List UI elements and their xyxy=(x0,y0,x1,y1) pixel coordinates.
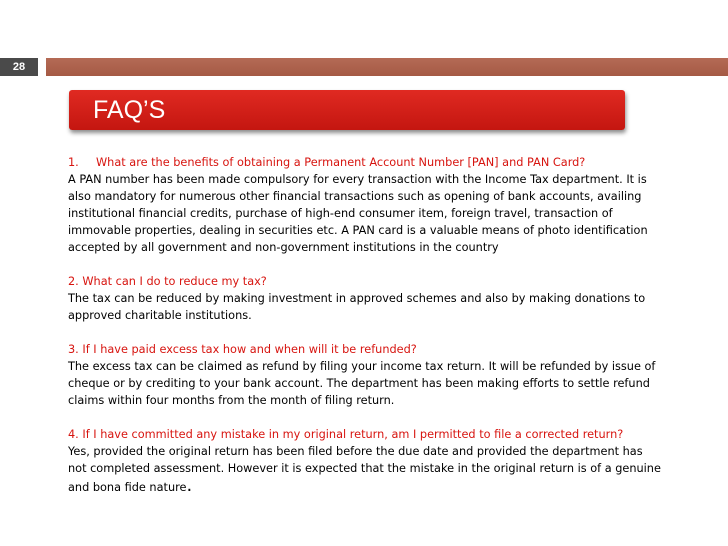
faq-question: 4. If I have committed any mistake in my original return, am I permitted to file a corrected return? xyxy=(68,428,624,441)
faq-item-2 xyxy=(68,273,668,324)
faq-question xyxy=(68,154,668,171)
slide-header-bar xyxy=(0,58,728,76)
faq-item-3 xyxy=(68,341,668,409)
slide-number-divider xyxy=(38,58,42,76)
page-title: FAQ’S xyxy=(93,96,166,124)
faq-answer-line: approved charitable institutions. xyxy=(68,309,252,322)
faq-answer-line: not completed assessment. However it is expected that the mistake in the original return is of a genuine xyxy=(68,462,661,475)
faq-item-1 xyxy=(68,154,668,256)
faq-answer xyxy=(68,358,668,409)
faq-final-period: . xyxy=(186,475,193,496)
faq-answer-line: also mandatory for numerous other financial transactions such as opening of bank accounts, availing xyxy=(68,190,642,203)
faq-question-number: 1. xyxy=(68,156,79,169)
faq-question: 3. If I have paid excess tax how and when will it be refunded? xyxy=(68,343,417,356)
slide-number: 28 xyxy=(0,58,38,76)
faq-item-4 xyxy=(68,426,668,496)
faq-question: 2. What can I do to reduce my tax? xyxy=(68,275,267,288)
title-banner xyxy=(69,90,625,130)
faq-question-text: What are the benefits of obtaining a Permanent Account Number [PAN] and PAN Card? xyxy=(96,156,586,169)
faq-answer-line: Yes, provided the original return has been filed before the due date and provided the department has xyxy=(68,445,643,458)
faq-answer xyxy=(68,443,668,496)
faq-answer-line: A PAN number has been made compulsory for every transaction with the Income Tax department. It is xyxy=(68,173,647,186)
faq-content xyxy=(68,154,668,513)
faq-answer xyxy=(68,171,668,256)
faq-answer-line: and bona fide nature xyxy=(68,481,187,494)
faq-answer-line: institutional financial credits, purchase of high-end consumer item, foreign travel, transaction of xyxy=(68,207,613,220)
faq-answer-line: claims within four months from the month of filing return. xyxy=(68,394,395,407)
faq-answer-line: accepted by all government and non-government institutions in the country xyxy=(68,241,499,254)
header-rule xyxy=(46,58,728,76)
faq-answer-line: cheque or by crediting to your bank account. The department has been making efforts to settle refund xyxy=(68,377,650,390)
faq-answer-line: The tax can be reduced by making investment in approved schemes and also by making donations to xyxy=(68,292,646,305)
faq-answer xyxy=(68,290,668,324)
faq-answer-line: The excess tax can be claimed as refund by filing your income tax return. It will be refunded by issue of xyxy=(68,360,656,373)
faq-answer-line: immovable properties, dealing in securities etc. A PAN card is a valuable means of photo identification xyxy=(68,224,648,237)
